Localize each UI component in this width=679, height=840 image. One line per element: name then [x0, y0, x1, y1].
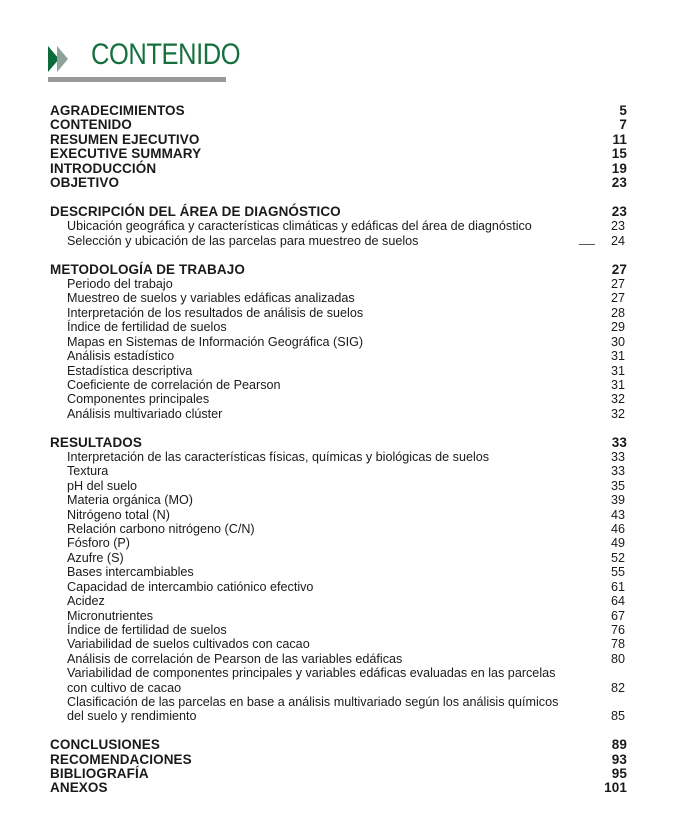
page-title: CONTENIDO	[91, 38, 241, 71]
toc-entry-label: Índice de fertilidad de suelos	[67, 622, 227, 637]
toc-entry[interactable]	[50, 753, 628, 767]
toc-entry-label: Análisis multivariado clúster	[67, 406, 223, 421]
toc-entry-page: 31	[610, 349, 625, 364]
toc-entry-label: Periodo del trabajo	[67, 277, 173, 292]
toc-entry-page: 33	[610, 464, 625, 479]
toc-entry-page: 23	[611, 175, 627, 191]
toc-entry-page: 64	[610, 594, 625, 609]
toc-entry-label: Análisis estadístico	[67, 349, 175, 364]
toc-entry-page: 19	[611, 160, 627, 176]
toc-entry-label: Interpretación de los resultados de análisis de suelos	[67, 305, 364, 320]
toc-subentry[interactable]	[50, 609, 628, 623]
toc-entry-label: Componentes principales	[67, 392, 210, 407]
toc-entry-label: ANEXOS	[50, 780, 108, 796]
toc-subentry[interactable]	[50, 479, 628, 493]
toc-entry-label: DESCRIPCIÓN DEL ÁREA DE DIAGNÓSTICO	[50, 203, 341, 219]
title-underline	[48, 77, 226, 82]
toc-entry[interactable]	[50, 263, 628, 277]
toc-entry-page: 52	[610, 550, 625, 565]
toc-subentry[interactable]	[50, 450, 628, 464]
toc-entry-label: Ubicación geográfica y características climáticas y edáficas del área de diagnóstico	[67, 219, 532, 234]
toc-entry[interactable]	[50, 738, 628, 752]
toc-subentry[interactable]	[50, 277, 628, 291]
toc-subentry[interactable]	[50, 219, 628, 233]
toc-entry-page: 101	[604, 780, 627, 796]
toc-subentry[interactable]	[50, 320, 628, 334]
toc-entry-label: Azufre (S)	[67, 550, 124, 565]
toc-entry-page: 31	[610, 363, 625, 378]
toc-entry-label: Mapas en Sistemas de Información Geográfica (SIG)	[67, 334, 364, 349]
toc-subentry[interactable]	[50, 666, 628, 695]
toc-entry[interactable]	[50, 436, 628, 450]
toc-entry-label: METODOLOGÍA DE TRABAJO	[50, 261, 245, 277]
toc-entry-page: 43	[610, 507, 625, 522]
toc-entry-page: 55	[610, 565, 625, 580]
toc-subentry[interactable]	[50, 378, 628, 392]
toc-entry-label: INTRODUCCIÓN	[50, 160, 157, 176]
toc-entry-label: pH del suelo	[67, 478, 138, 493]
toc-entry-page: 33	[610, 450, 625, 465]
toc-entry-page: 27	[610, 277, 625, 292]
toc-entry-page: 76	[610, 622, 625, 637]
toc-entry-page: 39	[610, 493, 625, 508]
toc-entry-page: 61	[610, 579, 625, 594]
toc-entry-page: 49	[610, 536, 625, 551]
toc-entry-page: 29	[610, 320, 625, 335]
toc-entry-page: 5	[619, 103, 627, 118]
toc-entry-label: CONTENIDO	[50, 117, 132, 133]
toc-subentry[interactable]	[50, 407, 628, 421]
toc-subentry[interactable]	[50, 536, 628, 550]
chevron-right-icon	[57, 46, 68, 72]
toc-entry-label: Capacidad de intercambio catiónico efectivo	[67, 579, 314, 594]
toc-subentry[interactable]	[50, 335, 628, 349]
toc-entry-label: Variabilidad de componentes principales y variables edáficas evaluadas en las parcelas con cultivo de cacao	[67, 666, 556, 695]
toc-entry-page: 85	[610, 709, 625, 724]
toc-subentry[interactable]	[50, 493, 628, 507]
toc-entry-page: 35	[610, 478, 625, 493]
toc-entry-page: 23	[610, 219, 625, 234]
toc-entry[interactable]	[50, 147, 628, 161]
toc-entry-page: 27	[610, 291, 625, 306]
toc-entry-label: Análisis de correlación de Pearson de las variables edáficas	[67, 651, 403, 666]
toc-entry-label: Acidez	[67, 594, 105, 609]
toc-entry-label: RECOMENDACIONES	[50, 751, 192, 767]
toc-subentry[interactable]	[50, 551, 628, 565]
toc-entry-page: 80	[610, 651, 625, 666]
toc-subentry[interactable]	[50, 291, 628, 305]
toc-entry-label: Variabilidad de suelos cultivados con cacao	[67, 637, 310, 652]
table-of-contents	[50, 104, 628, 810]
toc-entry-label: Micronutrientes	[67, 608, 154, 623]
toc-entry-label: Textura	[67, 464, 109, 479]
toc-entry-label: Selección y ubicación de las parcelas para muestreo de suelos	[67, 233, 419, 248]
toc-entry[interactable]	[50, 205, 628, 219]
toc-entry[interactable]	[50, 104, 628, 118]
toc-entry-label: CONCLUSIONES	[50, 737, 160, 753]
toc-entry-page: 95	[611, 766, 627, 782]
toc-subentry[interactable]	[50, 392, 628, 406]
leader-line	[579, 244, 595, 245]
toc-subentry[interactable]	[50, 464, 628, 478]
toc-entry-page: 23	[611, 203, 627, 219]
toc-subentry[interactable]	[50, 364, 628, 378]
toc-section-front	[50, 104, 628, 190]
toc-entry-label: Muestreo de suelos y variables edáficas analizadas	[67, 291, 355, 306]
toc-subentry[interactable]	[50, 652, 628, 666]
toc-entry-label: OBJETIVO	[50, 175, 120, 191]
toc-entry[interactable]	[50, 133, 628, 147]
toc-entry[interactable]	[50, 176, 628, 190]
toc-entry-page: 30	[610, 334, 625, 349]
toc-entry-page: 33	[611, 434, 627, 450]
toc-entry-page: 28	[610, 305, 625, 320]
toc-entry-page: 24	[610, 233, 625, 248]
toc-entry-page: 78	[610, 637, 625, 652]
toc-entry-label: Clasificación de las parcelas en base a análisis multivariado según los análisis químicos del suelo y rendimiento	[67, 694, 559, 724]
toc-entry-label: RESUMEN EJECUTIVO	[50, 131, 200, 147]
toc-entry-label: Relación carbono nitrógeno (C/N)	[67, 522, 255, 537]
toc-entry[interactable]	[50, 162, 628, 176]
toc-entry[interactable]	[50, 767, 628, 781]
toc-section-descripcion	[50, 205, 628, 248]
toc-entry-page: 67	[610, 608, 625, 623]
toc-entry-page: 11	[612, 131, 627, 147]
toc-subentry[interactable]	[50, 306, 628, 320]
toc-entry-label: BIBLIOGRAFÍA	[50, 766, 149, 782]
toc-entry-page: 15	[611, 146, 627, 162]
toc-subentry[interactable]	[50, 637, 628, 651]
toc-entry-page: 27	[611, 261, 627, 277]
toc-subentry[interactable]	[50, 580, 628, 594]
page-header	[48, 38, 241, 82]
toc-subentry[interactable]	[50, 508, 628, 522]
toc-entry-page: 32	[610, 392, 625, 407]
toc-entry-label: Bases intercambiables	[67, 565, 194, 580]
toc-entry-label: EXECUTIVE SUMMARY	[50, 146, 202, 162]
toc-entry-label: Fósforo (P)	[67, 536, 130, 551]
toc-subentry[interactable]	[50, 594, 628, 608]
toc-entry-page: 7	[619, 117, 627, 133]
toc-entry-page: 32	[610, 406, 625, 421]
toc-subentry[interactable]	[50, 695, 628, 724]
toc-entry-page: 89	[611, 737, 627, 753]
toc-subentry[interactable]	[50, 623, 628, 637]
toc-entry[interactable]	[50, 781, 628, 795]
toc-entry-page: 82	[610, 680, 625, 695]
toc-section-metodologia	[50, 263, 628, 421]
toc-entry-label: Índice de fertilidad de suelos	[67, 320, 227, 335]
toc-subentry[interactable]	[50, 565, 628, 579]
toc-subentry[interactable]	[50, 234, 628, 248]
toc-section-resultados	[50, 436, 628, 724]
toc-subentry[interactable]	[50, 349, 628, 363]
toc-entry-label: Coeficiente de correlación de Pearson	[67, 377, 281, 392]
toc-entry[interactable]	[50, 118, 628, 132]
toc-entry-page: 93	[611, 751, 627, 767]
toc-entry-label: RESULTADOS	[50, 434, 142, 450]
toc-entry-page: 46	[610, 522, 625, 537]
toc-subentry[interactable]	[50, 522, 628, 536]
toc-section-back	[50, 738, 628, 796]
toc-entry-label: AGRADECIMIENTOS	[50, 103, 185, 118]
toc-entry-label: Materia orgánica (MO)	[67, 493, 193, 508]
toc-entry-page: 31	[610, 377, 625, 392]
toc-entry-label: Interpretación de las características físicas, químicas y biológicas de suelos	[67, 450, 490, 465]
toc-entry-label: Estadística descriptiva	[67, 363, 193, 378]
toc-entry-label: Nitrógeno total (N)	[67, 507, 170, 522]
